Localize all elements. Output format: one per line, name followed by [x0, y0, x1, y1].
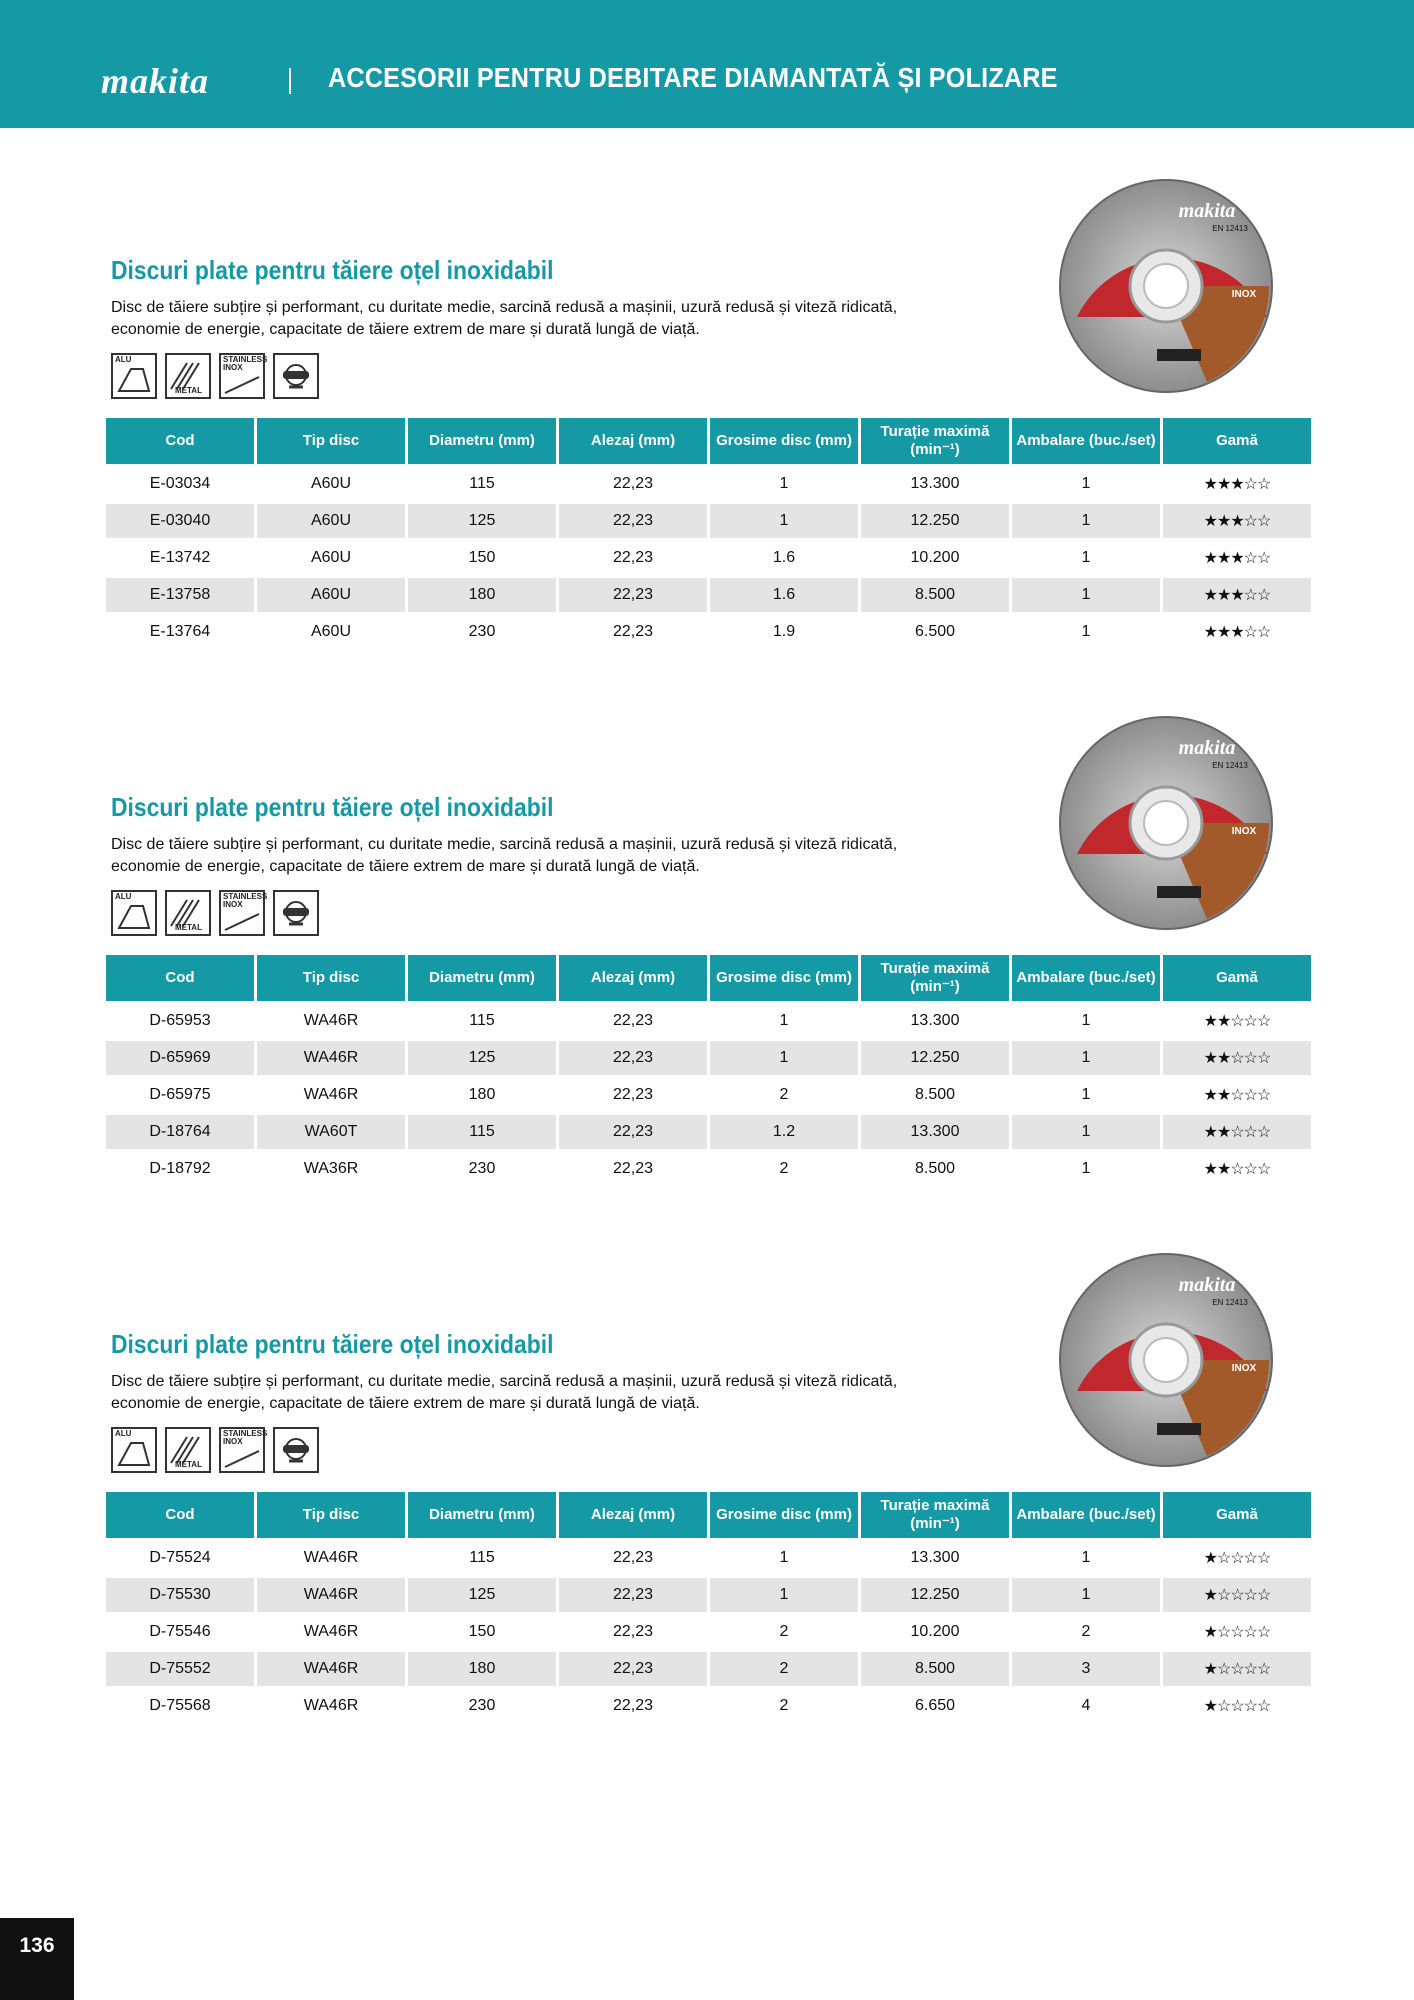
cell-tip-disc: A60U: [257, 501, 405, 538]
star-rating-icon: ★☆☆☆☆: [1203, 1624, 1271, 1641]
cell-gama-rating: [1163, 1575, 1311, 1612]
cell-cod: D-75552: [106, 1649, 254, 1686]
star-rating-icon: ★★★☆☆: [1203, 513, 1271, 530]
cell-gama-rating: [1163, 1112, 1311, 1149]
cell-turatie: 8.500: [861, 575, 1009, 612]
cell-ambalare: 2: [1012, 1612, 1160, 1649]
specs-table: [103, 415, 1314, 649]
star-rating-icon: ★☆☆☆☆: [1203, 1698, 1271, 1715]
cell-cod: E-03040: [106, 501, 254, 538]
cell-gama-rating: [1163, 538, 1311, 575]
cell-tip-disc: WA46R: [257, 1075, 405, 1112]
cell-turatie: 10.200: [861, 538, 1009, 575]
column-header: Tip disc: [257, 415, 405, 464]
safety-goggles-icon: [273, 1427, 319, 1473]
cell-diametru: 230: [408, 1686, 556, 1723]
section-description: Disc de tăiere subțire și performant, cu duritate medie, sarcină redusă a mașinii, uzură redusă și viteză ridicată, economie de energie, capacitate de tăiere extrem de mare și durată lungă de viață.: [111, 299, 898, 338]
star-rating-icon: ★☆☆☆☆: [1203, 1550, 1271, 1567]
section-title: Discuri plate pentru tăiere oțel inoxidabil: [111, 255, 554, 285]
cell-grosime: 2: [710, 1686, 858, 1723]
section-description: Disc de tăiere subțire și performant, cu duritate medie, sarcină redusă a mașinii, uzură redusă și viteză ridicată, economie de energie, capacitate de tăiere extrem de mare și durată lungă de viață.: [111, 1373, 898, 1412]
column-header: Tip disc: [257, 1489, 405, 1538]
cell-grosime: 1: [710, 1038, 858, 1075]
cell-gama-rating: [1163, 1149, 1311, 1186]
cell-grosime: 1: [710, 464, 858, 501]
cell-turatie: 12.250: [861, 1575, 1009, 1612]
page-number: 136: [0, 1918, 74, 2000]
cell-ambalare: 1: [1012, 501, 1160, 538]
cell-gama-rating: [1163, 1686, 1311, 1723]
column-header: Cod: [106, 415, 254, 464]
stainless-inox-icon: STAINLESS INOX: [219, 890, 265, 936]
cell-cod: D-18764: [106, 1112, 254, 1149]
cell-tip-disc: WA46R: [257, 1686, 405, 1723]
alu-icon: ALU: [111, 890, 157, 936]
specs-table: [103, 952, 1314, 1186]
cell-ambalare: 1: [1012, 1538, 1160, 1575]
cell-tip-disc: A60U: [257, 538, 405, 575]
cell-gama-rating: [1163, 501, 1311, 538]
cell-cod: D-65969: [106, 1038, 254, 1075]
cell-ambalare: 1: [1012, 1112, 1160, 1149]
cell-alezaj: 22,23: [559, 501, 707, 538]
cell-gama-rating: [1163, 1612, 1311, 1649]
cutting-disc-image: [1057, 1251, 1275, 1469]
svg-text:makita: makita: [1178, 200, 1236, 222]
cell-alezaj: 22,23: [559, 1149, 707, 1186]
cell-tip-disc: WA46R: [257, 1538, 405, 1575]
specs-table: [103, 1489, 1314, 1723]
cell-diametru: 180: [408, 1649, 556, 1686]
cell-turatie: 6.500: [861, 612, 1009, 649]
star-rating-icon: ★★☆☆☆: [1203, 1013, 1271, 1030]
cell-diametru: 115: [408, 1538, 556, 1575]
cell-alezaj: 22,23: [559, 538, 707, 575]
cell-alezaj: 22,23: [559, 1112, 707, 1149]
cell-turatie: 8.500: [861, 1149, 1009, 1186]
cell-alezaj: 22,23: [559, 1538, 707, 1575]
cell-cod: E-13764: [106, 612, 254, 649]
table-row: [106, 1075, 1311, 1112]
page-title: ACCESORII PENTRU DEBITARE DIAMANTATĂ ȘI POLIZARE: [328, 62, 1058, 93]
cell-diametru: 230: [408, 612, 556, 649]
cell-turatie: 8.500: [861, 1075, 1009, 1112]
star-rating-icon: ★☆☆☆☆: [1203, 1587, 1271, 1604]
cell-grosime: 2: [710, 1649, 858, 1686]
cell-tip-disc: WA46R: [257, 1575, 405, 1612]
cell-turatie: 13.300: [861, 1538, 1009, 1575]
cell-diametru: 115: [408, 1001, 556, 1038]
column-header: Alezaj (mm): [559, 415, 707, 464]
svg-text:makita: makita: [1178, 737, 1236, 759]
cell-cod: E-13742: [106, 538, 254, 575]
cell-grosime: 1: [710, 1575, 858, 1612]
column-header: Turație maximă (min⁻¹): [861, 415, 1009, 464]
cell-turatie: 6.650: [861, 1686, 1009, 1723]
cell-diametru: 180: [408, 1075, 556, 1112]
star-rating-icon: ★★☆☆☆: [1203, 1087, 1271, 1104]
cell-gama-rating: [1163, 1001, 1311, 1038]
product-section: [0, 737, 1414, 1312]
metal-icon: METAL: [165, 890, 211, 936]
cell-diametru: 125: [408, 1038, 556, 1075]
column-header: Cod: [106, 1489, 254, 1538]
cell-cod: E-13758: [106, 575, 254, 612]
cell-diametru: 125: [408, 1575, 556, 1612]
cell-cod: D-75530: [106, 1575, 254, 1612]
cell-turatie: 12.250: [861, 1038, 1009, 1075]
metal-icon: METAL: [165, 1427, 211, 1473]
cell-gama-rating: [1163, 1649, 1311, 1686]
cell-grosime: 2: [710, 1149, 858, 1186]
cell-alezaj: 22,23: [559, 1001, 707, 1038]
svg-text:makita: makita: [1178, 1274, 1236, 1296]
cell-ambalare: 1: [1012, 575, 1160, 612]
star-rating-icon: ★☆☆☆☆: [1203, 1661, 1271, 1678]
alu-icon: ALU: [111, 353, 157, 399]
cell-diametru: 150: [408, 1612, 556, 1649]
column-header: Ambalare (buc./set): [1012, 415, 1160, 464]
section-title: Discuri plate pentru tăiere oțel inoxidabil: [111, 792, 554, 822]
svg-text:INOX: INOX: [1231, 1363, 1257, 1374]
column-header: Grosime disc (mm): [710, 952, 858, 1001]
star-rating-icon: ★★★☆☆: [1203, 476, 1271, 493]
cell-gama-rating: [1163, 1538, 1311, 1575]
cell-alezaj: 22,23: [559, 1575, 707, 1612]
cell-ambalare: 1: [1012, 612, 1160, 649]
column-header: Ambalare (buc./set): [1012, 1489, 1160, 1538]
column-header: Grosime disc (mm): [710, 1489, 858, 1538]
cell-grosime: 1: [710, 501, 858, 538]
cell-ambalare: 1: [1012, 1575, 1160, 1612]
table-row: [106, 612, 1311, 649]
table-row: [106, 538, 1311, 575]
cell-tip-disc: WA46R: [257, 1001, 405, 1038]
table-row: [106, 1612, 1311, 1649]
table-row: [106, 1575, 1311, 1612]
table-row: [106, 1649, 1311, 1686]
cell-grosime: 1.2: [710, 1112, 858, 1149]
cell-cod: D-75546: [106, 1612, 254, 1649]
cell-tip-disc: WA46R: [257, 1612, 405, 1649]
metal-icon: METAL: [165, 353, 211, 399]
star-rating-icon: ★★★☆☆: [1203, 587, 1271, 604]
cell-grosime: 1.6: [710, 575, 858, 612]
cell-alezaj: 22,23: [559, 575, 707, 612]
svg-text:EN 12413: EN 12413: [1212, 224, 1248, 233]
column-header: Grosime disc (mm): [710, 415, 858, 464]
cell-cod: D-65975: [106, 1075, 254, 1112]
cell-cod: D-18792: [106, 1149, 254, 1186]
svg-text:INOX: INOX: [1231, 826, 1257, 837]
stainless-inox-icon: STAINLESS INOX: [219, 1427, 265, 1473]
cell-gama-rating: [1163, 464, 1311, 501]
cell-turatie: 8.500: [861, 1649, 1009, 1686]
table-row: [106, 501, 1311, 538]
cell-grosime: 1.9: [710, 612, 858, 649]
cell-grosime: 2: [710, 1612, 858, 1649]
column-header: Alezaj (mm): [559, 1489, 707, 1538]
page-header: [0, 0, 1414, 128]
star-rating-icon: ★★☆☆☆: [1203, 1161, 1271, 1178]
cell-tip-disc: WA36R: [257, 1149, 405, 1186]
table-header-row: [106, 1489, 1311, 1538]
cell-diametru: 230: [408, 1149, 556, 1186]
cell-ambalare: 1: [1012, 1001, 1160, 1038]
cell-turatie: 13.300: [861, 1001, 1009, 1038]
safety-goggles-icon: [273, 353, 319, 399]
cell-ambalare: 1: [1012, 1149, 1160, 1186]
cell-ambalare: 1: [1012, 464, 1160, 501]
table-row: [106, 1149, 1311, 1186]
table-row: [106, 1112, 1311, 1149]
column-header: Diametru (mm): [408, 415, 556, 464]
svg-text:EN 12413: EN 12413: [1212, 1298, 1248, 1307]
cell-diametru: 125: [408, 501, 556, 538]
cell-diametru: 180: [408, 575, 556, 612]
table-header-row: [106, 952, 1311, 1001]
star-rating-icon: ★★★☆☆: [1203, 624, 1271, 641]
cell-gama-rating: [1163, 612, 1311, 649]
makita-logo: makita: [101, 61, 210, 101]
cell-tip-disc: A60U: [257, 464, 405, 501]
table-row: [106, 464, 1311, 501]
cell-alezaj: 22,23: [559, 1649, 707, 1686]
column-header: Ambalare (buc./set): [1012, 952, 1160, 1001]
cell-tip-disc: WA60T: [257, 1112, 405, 1149]
cell-alezaj: 22,23: [559, 1075, 707, 1112]
cell-alezaj: 22,23: [559, 464, 707, 501]
cell-gama-rating: [1163, 1038, 1311, 1075]
cell-tip-disc: A60U: [257, 575, 405, 612]
column-header: Turație maximă (min⁻¹): [861, 952, 1009, 1001]
alu-icon: ALU: [111, 1427, 157, 1473]
table-row: [106, 1538, 1311, 1575]
cutting-disc-image: [1057, 714, 1275, 932]
star-rating-icon: ★★☆☆☆: [1203, 1124, 1271, 1141]
column-header: Gamă: [1163, 952, 1311, 1001]
table-row: [106, 1686, 1311, 1723]
cell-turatie: 13.300: [861, 1112, 1009, 1149]
column-header: Diametru (mm): [408, 1489, 556, 1538]
header-divider: [289, 68, 291, 94]
column-header: Tip disc: [257, 952, 405, 1001]
column-header: Turație maximă (min⁻¹): [861, 1489, 1009, 1538]
cell-cod: E-03034: [106, 464, 254, 501]
cell-ambalare: 4: [1012, 1686, 1160, 1723]
column-header: Cod: [106, 952, 254, 1001]
stainless-inox-icon: STAINLESS INOX: [219, 353, 265, 399]
table-row: [106, 1038, 1311, 1075]
cell-diametru: 115: [408, 1112, 556, 1149]
cell-turatie: 12.250: [861, 501, 1009, 538]
cell-cod: D-75524: [106, 1538, 254, 1575]
product-section: [0, 1274, 1414, 1849]
cell-turatie: 10.200: [861, 1612, 1009, 1649]
cell-gama-rating: [1163, 575, 1311, 612]
cutting-disc-image: [1057, 177, 1275, 395]
star-rating-icon: ★★★☆☆: [1203, 550, 1271, 567]
cell-cod: D-75568: [106, 1686, 254, 1723]
table-row: [106, 1001, 1311, 1038]
cell-diametru: 150: [408, 538, 556, 575]
column-header: Gamă: [1163, 1489, 1311, 1538]
cell-alezaj: 22,23: [559, 1612, 707, 1649]
cell-diametru: 115: [408, 464, 556, 501]
table-header-row: [106, 415, 1311, 464]
cell-gama-rating: [1163, 1075, 1311, 1112]
cell-ambalare: 1: [1012, 1075, 1160, 1112]
cell-alezaj: 22,23: [559, 612, 707, 649]
section-title: Discuri plate pentru tăiere oțel inoxidabil: [111, 1329, 554, 1359]
section-description: Disc de tăiere subțire și performant, cu duritate medie, sarcină redusă a mașinii, uzură redusă și viteză ridicată, economie de energie, capacitate de tăiere extrem de mare și durată lungă de viață.: [111, 836, 898, 875]
cell-tip-disc: WA46R: [257, 1649, 405, 1686]
cell-ambalare: 1: [1012, 1038, 1160, 1075]
table-row: [106, 575, 1311, 612]
svg-text:EN 12413: EN 12413: [1212, 761, 1248, 770]
cell-tip-disc: WA46R: [257, 1038, 405, 1075]
svg-text:INOX: INOX: [1231, 289, 1257, 300]
safety-goggles-icon: [273, 890, 319, 936]
cell-grosime: 1: [710, 1001, 858, 1038]
cell-alezaj: 22,23: [559, 1038, 707, 1075]
cell-grosime: 1.6: [710, 538, 858, 575]
cell-ambalare: 1: [1012, 538, 1160, 575]
column-header: Alezaj (mm): [559, 952, 707, 1001]
cell-tip-disc: A60U: [257, 612, 405, 649]
cell-grosime: 1: [710, 1538, 858, 1575]
column-header: Gamă: [1163, 415, 1311, 464]
cell-grosime: 2: [710, 1075, 858, 1112]
star-rating-icon: ★★☆☆☆: [1203, 1050, 1271, 1067]
product-section: [0, 200, 1414, 775]
column-header: Diametru (mm): [408, 952, 556, 1001]
cell-turatie: 13.300: [861, 464, 1009, 501]
cell-ambalare: 3: [1012, 1649, 1160, 1686]
cell-cod: D-65953: [106, 1001, 254, 1038]
cell-alezaj: 22,23: [559, 1686, 707, 1723]
